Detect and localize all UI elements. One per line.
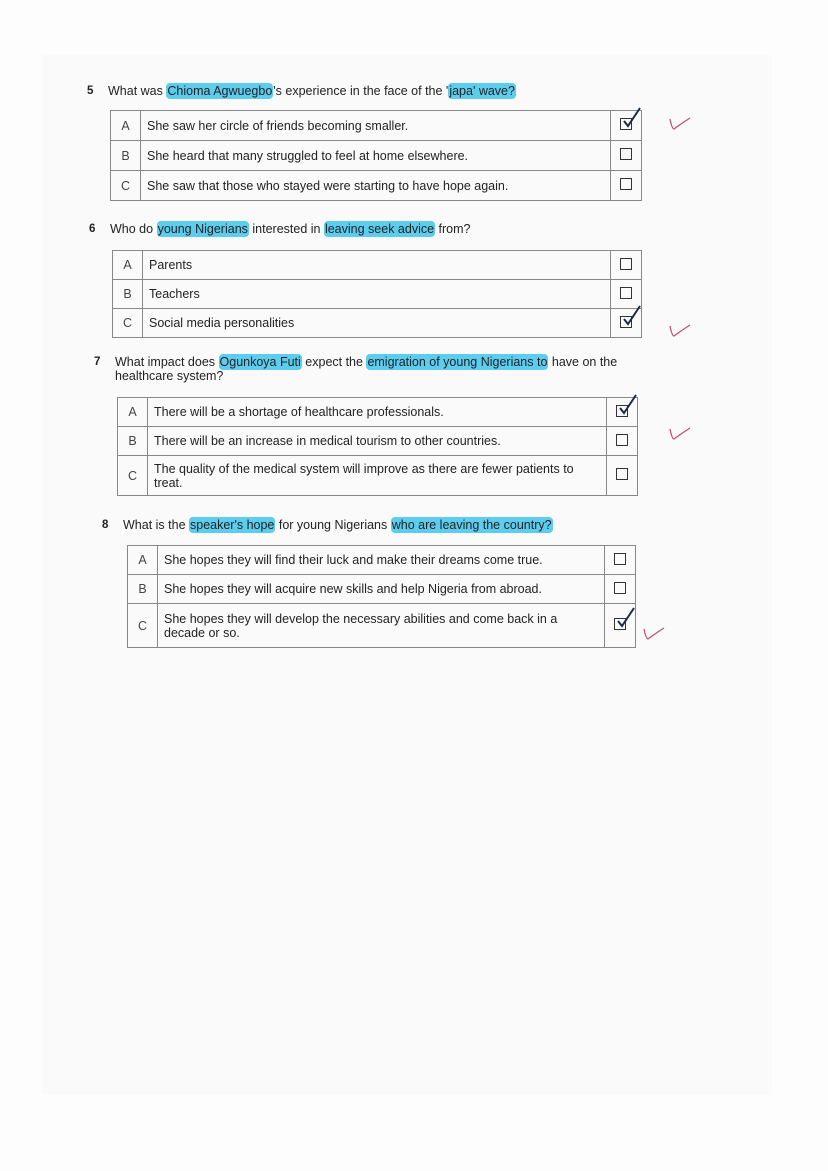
question-text-segment: expect the xyxy=(301,355,367,369)
handwritten-tick-icon xyxy=(623,305,641,327)
option-row xyxy=(128,546,636,575)
option-checkbox-cell[interactable] xyxy=(611,309,642,338)
question-number: 8 xyxy=(102,519,109,531)
options-table xyxy=(127,545,636,648)
teacher-correct-mark-icon xyxy=(668,425,692,441)
question-7 xyxy=(94,355,640,383)
option-row xyxy=(128,604,636,648)
option-text: Parents xyxy=(143,251,611,280)
option-letter: A xyxy=(118,398,148,427)
question-5 xyxy=(87,84,548,98)
handwritten-tick-icon xyxy=(623,107,641,129)
option-text: She saw her circle of friends becoming smaller. xyxy=(141,111,611,141)
highlighted-text: speaker's hope xyxy=(190,518,275,532)
highlighted-text: who are leaving the country? xyxy=(391,518,552,532)
option-checkbox-cell[interactable] xyxy=(611,251,642,280)
question-number: 6 xyxy=(89,223,96,235)
question-number: 7 xyxy=(94,356,101,368)
option-row xyxy=(113,251,642,280)
option-row xyxy=(113,309,642,338)
option-letter: A xyxy=(111,111,141,141)
teacher-correct-mark-icon xyxy=(642,625,666,641)
checkbox[interactable] xyxy=(616,405,628,417)
option-checkbox-cell[interactable] xyxy=(607,427,638,456)
question-text-segment: have on the healthcare system? xyxy=(115,355,618,383)
highlighted-text: Ogunkoya Futi xyxy=(219,355,301,369)
question-text-segment: What was xyxy=(108,84,167,98)
highlighted-text: young Nigerians xyxy=(157,222,248,236)
checkbox[interactable] xyxy=(614,618,626,630)
options-table xyxy=(112,250,642,338)
question-text-segment: for young Nigerians xyxy=(275,518,391,532)
option-letter: B xyxy=(118,427,148,456)
option-letter: A xyxy=(128,546,158,575)
option-letter: B xyxy=(113,280,143,309)
option-checkbox-cell[interactable] xyxy=(605,546,636,575)
checkbox[interactable] xyxy=(614,553,626,565)
option-checkbox-cell[interactable] xyxy=(607,398,638,427)
option-row xyxy=(111,141,642,171)
teacher-correct-mark-icon xyxy=(668,115,692,131)
checkbox[interactable] xyxy=(620,118,632,130)
teacher-correct-mark-icon xyxy=(668,322,692,338)
question-text-segment: 's experience in the face of the ' xyxy=(273,84,449,98)
checkbox[interactable] xyxy=(620,148,632,160)
option-text: The quality of the medical system will improve as there are fewer patients to treat. xyxy=(148,456,607,496)
checkbox[interactable] xyxy=(620,178,632,190)
checkbox[interactable] xyxy=(614,582,626,594)
question-text-segment: from? xyxy=(435,222,471,236)
option-row xyxy=(111,111,642,141)
checkbox[interactable] xyxy=(620,258,632,270)
option-letter: B xyxy=(111,141,141,171)
question-6 xyxy=(89,222,550,236)
option-row xyxy=(118,427,638,456)
option-letter: A xyxy=(113,251,143,280)
option-text: Teachers xyxy=(143,280,611,309)
checkbox[interactable] xyxy=(616,468,628,480)
option-row xyxy=(128,575,636,604)
option-letter: C xyxy=(111,171,141,201)
highlighted-text: japa' wave? xyxy=(449,84,515,98)
option-text: She hopes they will develop the necessary abilities and come back in a decade or so. xyxy=(158,604,605,648)
question-number: 5 xyxy=(87,85,94,97)
option-row xyxy=(118,398,638,427)
option-row xyxy=(111,171,642,201)
option-row xyxy=(113,280,642,309)
option-text: She saw that those who stayed were starting to have hope again. xyxy=(141,171,611,201)
option-text: There will be an increase in medical tourism to other countries. xyxy=(148,427,607,456)
highlighted-text: emigration of young Nigerians to xyxy=(367,355,548,369)
question-8 xyxy=(102,518,583,532)
question-text xyxy=(89,222,550,236)
question-text-segment: interested in xyxy=(248,222,324,236)
option-text: She hopes they will find their luck and make their dreams come true. xyxy=(158,546,605,575)
question-text xyxy=(94,355,640,383)
checkbox[interactable] xyxy=(616,434,628,446)
checkbox[interactable] xyxy=(620,287,632,299)
question-text-segment: What impact does xyxy=(115,355,219,369)
handwritten-tick-icon xyxy=(619,394,637,416)
option-letter: C xyxy=(118,456,148,496)
highlighted-text: leaving seek advice xyxy=(324,222,435,236)
option-row xyxy=(118,456,638,496)
question-text xyxy=(102,518,583,532)
question-text-segment: Who do xyxy=(110,222,157,236)
option-text: She heard that many struggled to feel at home elsewhere. xyxy=(141,141,611,171)
option-checkbox-cell[interactable] xyxy=(611,111,642,141)
option-letter: B xyxy=(128,575,158,604)
option-checkbox-cell[interactable] xyxy=(611,141,642,171)
option-checkbox-cell[interactable] xyxy=(605,575,636,604)
option-text: There will be a shortage of healthcare professionals. xyxy=(148,398,607,427)
option-text: Social media personalities xyxy=(143,309,611,338)
highlighted-text: Chioma Agwuegbo xyxy=(167,84,273,98)
question-text xyxy=(87,84,548,98)
checkbox[interactable] xyxy=(620,316,632,328)
question-text-segment: What is the xyxy=(123,518,189,532)
options-table xyxy=(110,110,642,201)
option-letter: C xyxy=(128,604,158,648)
option-checkbox-cell[interactable] xyxy=(611,171,642,201)
option-text: She hopes they will acquire new skills and help Nigeria from abroad. xyxy=(158,575,605,604)
options-table xyxy=(117,397,638,496)
option-letter: C xyxy=(113,309,143,338)
handwritten-tick-icon xyxy=(617,607,635,629)
option-checkbox-cell[interactable] xyxy=(607,456,638,496)
option-checkbox-cell[interactable] xyxy=(605,604,636,648)
